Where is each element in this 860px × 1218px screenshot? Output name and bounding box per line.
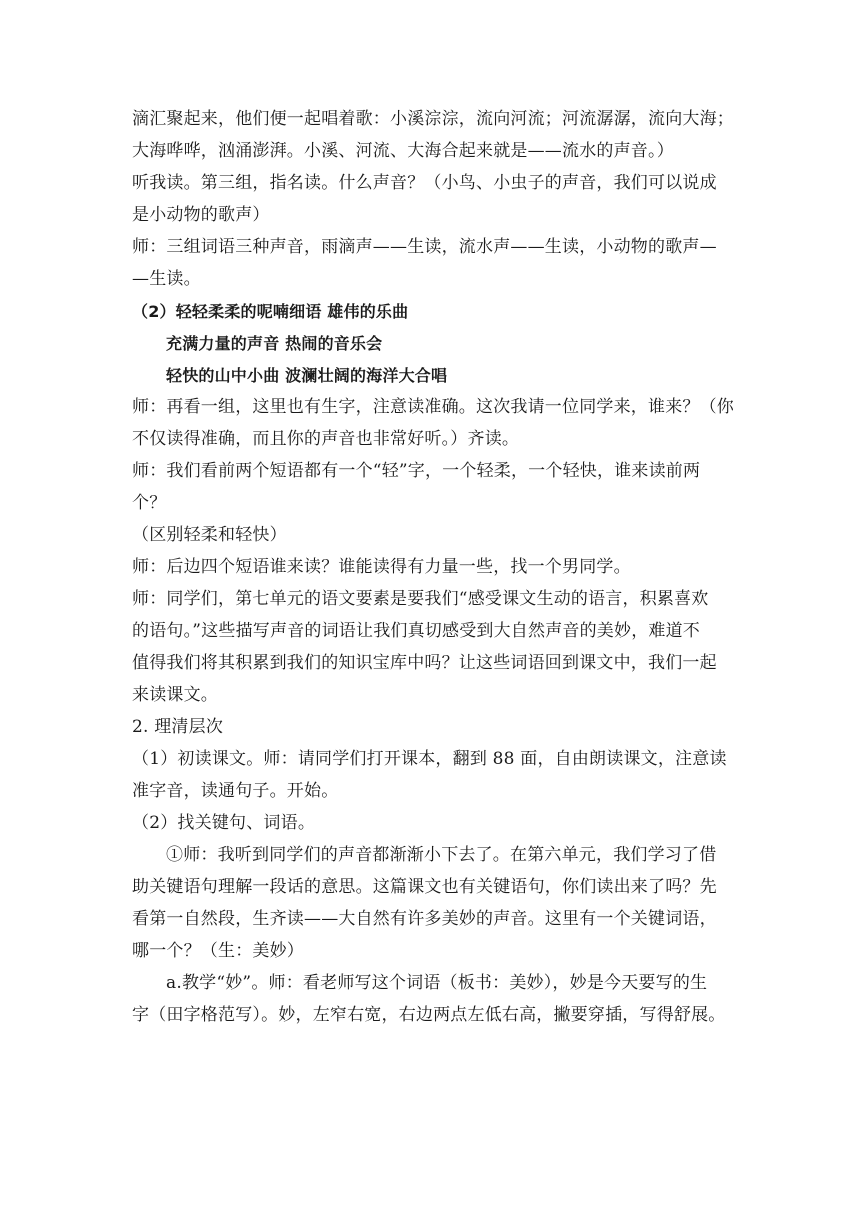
phrase-group-line: 轻快的山中小曲 波澜壮阔的海洋大合唱 [166,366,448,385]
text-line: 听我读。第三组，指名读。什么声音？（小鸟、小虫子的声音，我们可以说成 [132,173,717,193]
text-line: （2）找关键句、词语。 [132,813,316,833]
text-line: 滴汇聚起来，他们便一起唱着歌：小溪淙淙，流向河流；河流潺潺，流向大海； [132,109,734,129]
text-line: （1）初读课文。师：请同学们打开课本，翻到 88 面，自由朗读课文，注意读 [132,749,727,769]
text-line: 师：同学们，第七单元的语文要素是要我们“感受课文生动的语言，积累喜欢 [132,589,709,609]
text-line: 看第一自然段，生齐读——大自然有许多美妙的声音。这里有一个关键词语， [132,909,717,929]
text-line: （区别轻柔和轻快） [132,525,287,545]
text-line: a.教学“妙”。师：看老师写这个词语（板书：美妙），妙是今天要写的生 [166,973,708,993]
phrase-group-heading: （2）轻轻柔柔的呢喃细语 雄伟的乐曲 [132,302,409,321]
text-line: ①师：我听到同学们的声音都渐渐小下去了。在第六单元，我们学习了借 [166,845,717,865]
phrase-group-line: 充满力量的声音 热闹的音乐会 [166,334,383,353]
text-line: 助关键语句理解一段话的意思。这篇课文也有关键语句，你们读出来了吗？先 [132,877,717,897]
text-line: 师：我们看前两个短语都有一个“轻”字，一个轻柔，一个轻快，谁来读前两 [132,461,701,481]
text-line: 师：三组词语三种声音，雨滴声——生读，流水声——生读，小动物的歌声— [132,237,717,257]
text-line: 是小动物的歌声） [132,205,270,225]
text-line: 准字音，读通句子。开始。 [132,781,339,801]
text-line: 不仅读得准确，而且你的声音也非常好听。）齐读。 [132,429,520,449]
text-line: 字（田字格范写）。妙，左窄右宽，右边两点左低右高，撇要穿插，写得舒展。 [132,1005,726,1025]
text-line: 个？ [132,493,167,513]
text-line: —生读。 [132,269,201,289]
text-line: 来读课文。 [132,685,218,705]
text-line: 大海哗哗，汹涌澎湃。小溪、河流、大海合起来就是——流水的声音。） [132,141,674,161]
text-line: 值得我们将其积累到我们的知识宝库中吗？让这些词语回到课文中，我们一起 [132,653,717,673]
section-heading: 2. 理清层次 [132,717,224,737]
document-body [132,105,742,1030]
text-line: 的语句。”这些描写声音的词语让我们真切感受到大自然声音的美妙，难道不 [132,621,700,641]
text-line: 师：后边四个短语谁来读？谁能读得有力量一些，找一个男同学。 [132,557,631,577]
text-line: 哪一个？（生：美妙） [132,941,304,961]
text-line: 师：再看一组，这里也有生字，注意读准确。这次我请一位同学来，谁来？（你 [132,397,734,417]
